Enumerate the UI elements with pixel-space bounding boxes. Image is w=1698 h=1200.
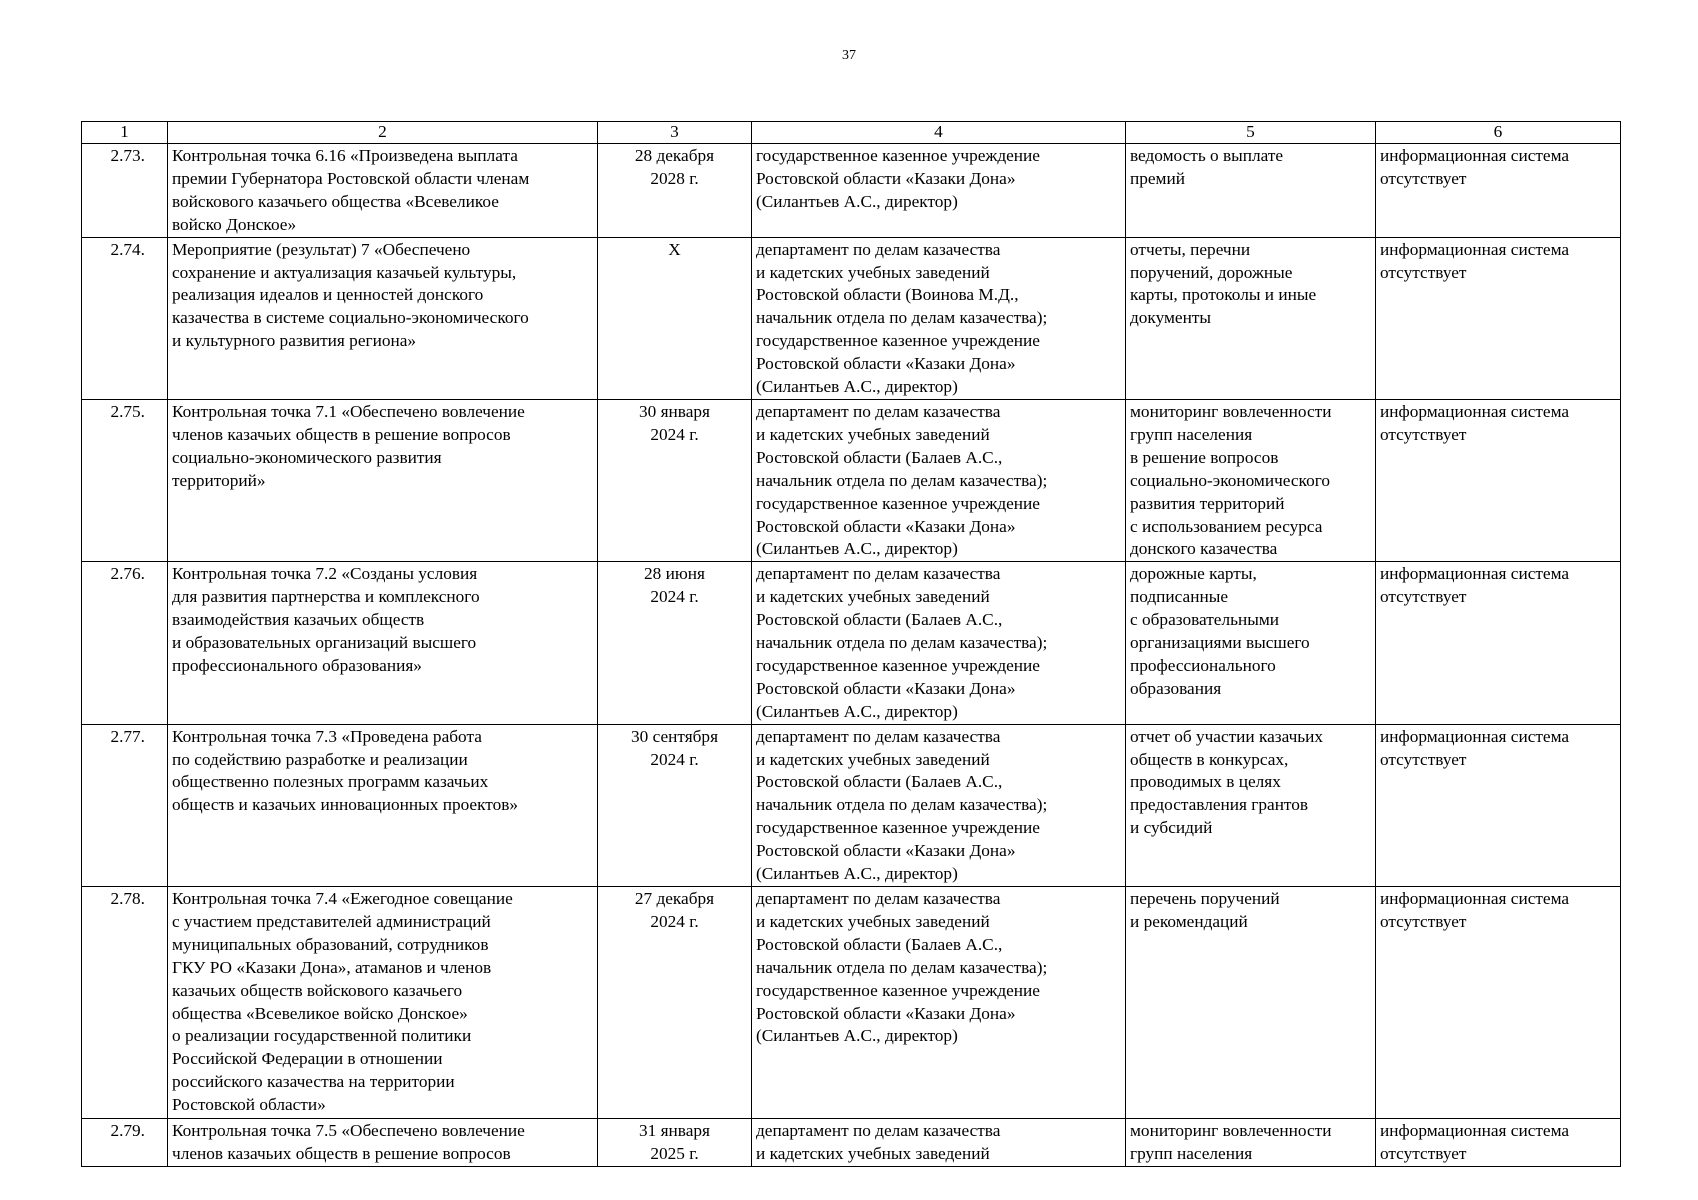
row-date: 27 декабря 2024 г.: [598, 887, 752, 1119]
row-description: Контрольная точка 6.16 «Произведена выплата премии Губернатора Ростовской области членам войскового казачьего общества «Всевеликое войско Донское»: [168, 144, 598, 238]
row-document: мониторинг вовлеченности групп населения в решение вопросов социально-экономического развития территорий с использованием ресурса донского казачества: [1126, 399, 1376, 561]
row-document: отчеты, перечни поручений, дорожные карты, протоколы и иные документы: [1126, 237, 1376, 399]
row-description: Контрольная точка 7.3 «Проведена работа по содействию разработке и реализации общественно полезных программ казачьих обществ и казачьих инновационных проектов»: [168, 724, 598, 886]
row-date: 28 июня 2024 г.: [598, 562, 752, 724]
row-date: 30 января 2024 г.: [598, 399, 752, 561]
row-document: перечень поручений и рекомендаций: [1126, 887, 1376, 1119]
row-responsible: государственное казенное учреждение Ростовской области «Казаки Дона» (Силантьев А.С., директор): [752, 144, 1126, 238]
table-row: [82, 237, 1621, 399]
row-description: Контрольная точка 7.2 «Созданы условия для развития партнерства и комплексного взаимодействия казачьих обществ и образовательных организаций высшего профессионального образования»: [168, 562, 598, 724]
row-responsible: департамент по делам казачества и кадетских учебных заведений Ростовской области (Воинова М.Д., начальник отдела по делам казачества); государственное казенное учреждение Ростовской области «Казаки Дона» (Силантьев А.С., директор): [752, 237, 1126, 399]
table-row: [82, 562, 1621, 724]
page-number: 37: [842, 48, 856, 63]
row-information-system: информационная система отсутствует: [1376, 1119, 1621, 1167]
table-row: [82, 144, 1621, 238]
row-number: 2.78.: [82, 887, 168, 1119]
row-responsible: департамент по делам казачества и кадетских учебных заведений Ростовской области (Балаев А.С., начальник отдела по делам казачества); государственное казенное учреждение Ростовской области «Казаки Дона» (Силантьев А.С., директор): [752, 399, 1126, 561]
column-header: 4: [752, 122, 1126, 144]
row-document: дорожные карты, подписанные с образовательными организациями высшего профессионального образования: [1126, 562, 1376, 724]
row-date: 28 декабря 2028 г.: [598, 144, 752, 238]
row-information-system: информационная система отсутствует: [1376, 562, 1621, 724]
row-description: Контрольная точка 7.4 «Ежегодное совещание с участием представителей администраций муниципальных образований, сотрудников ГКУ РО «Казаки Дона», атаманов и членов казачьих обществ войскового казачьего общества «Всевеликое войско Донское» о реализации государственной политики Российской Федерации в отношении российского казачества на территории Ростовской области»: [168, 887, 598, 1119]
row-number: 2.76.: [82, 562, 168, 724]
row-responsible: департамент по делам казачества и кадетских учебных заведений Ростовской области (Балаев А.С., начальник отдела по делам казачества); государственное казенное учреждение Ростовской области «Казаки Дона» (Силантьев А.С., директор): [752, 562, 1126, 724]
row-information-system: информационная система отсутствует: [1376, 887, 1621, 1119]
row-description: Контрольная точка 7.1 «Обеспечено вовлечение членов казачьих обществ в решение вопросов социально-экономического развития территорий»: [168, 399, 598, 561]
row-information-system: информационная система отсутствует: [1376, 237, 1621, 399]
table-row: [82, 1119, 1621, 1167]
row-number: 2.73.: [82, 144, 168, 238]
table-row: [82, 399, 1621, 561]
row-description: Контрольная точка 7.5 «Обеспечено вовлечение членов казачьих обществ в решение вопросов: [168, 1119, 598, 1167]
column-header: 6: [1376, 122, 1621, 144]
row-document: отчет об участии казачьих обществ в конкурсах, проводимых в целях предоставления грантов и субсидий: [1126, 724, 1376, 886]
row-number: 2.74.: [82, 237, 168, 399]
row-information-system: информационная система отсутствует: [1376, 724, 1621, 886]
column-header: 5: [1126, 122, 1376, 144]
column-header: 2: [168, 122, 598, 144]
row-responsible: департамент по делам казачества и кадетских учебных заведений Ростовской области (Балаев А.С., начальник отдела по делам казачества); государственное казенное учреждение Ростовской области «Казаки Дона» (Силантьев А.С., директор): [752, 724, 1126, 886]
row-information-system: информационная система отсутствует: [1376, 144, 1621, 238]
row-date: 30 сентября 2024 г.: [598, 724, 752, 886]
table-row: [82, 724, 1621, 886]
table-row: [82, 887, 1621, 1119]
row-number: 2.79.: [82, 1119, 168, 1167]
column-header: 3: [598, 122, 752, 144]
column-number-row: [82, 122, 1621, 144]
row-date: 31 января 2025 г.: [598, 1119, 752, 1167]
row-document: мониторинг вовлеченности групп населения: [1126, 1119, 1376, 1167]
control-points-table: [81, 121, 1621, 1167]
row-information-system: информационная система отсутствует: [1376, 399, 1621, 561]
column-header: 1: [82, 122, 168, 144]
row-responsible: департамент по делам казачества и кадетских учебных заведений: [752, 1119, 1126, 1167]
row-number: 2.77.: [82, 724, 168, 886]
row-document: ведомость о выплате премий: [1126, 144, 1376, 238]
row-description: Мероприятие (результат) 7 «Обеспечено сохранение и актуализация казачьей культуры, реализация идеалов и ценностей донского казачества в системе социально-экономического и культурного развития региона»: [168, 237, 598, 399]
row-responsible: департамент по делам казачества и кадетских учебных заведений Ростовской области (Балаев А.С., начальник отдела по делам казачества); государственное казенное учреждение Ростовской области «Казаки Дона» (Силантьев А.С., директор): [752, 887, 1126, 1119]
row-date: X: [598, 237, 752, 399]
row-number: 2.75.: [82, 399, 168, 561]
